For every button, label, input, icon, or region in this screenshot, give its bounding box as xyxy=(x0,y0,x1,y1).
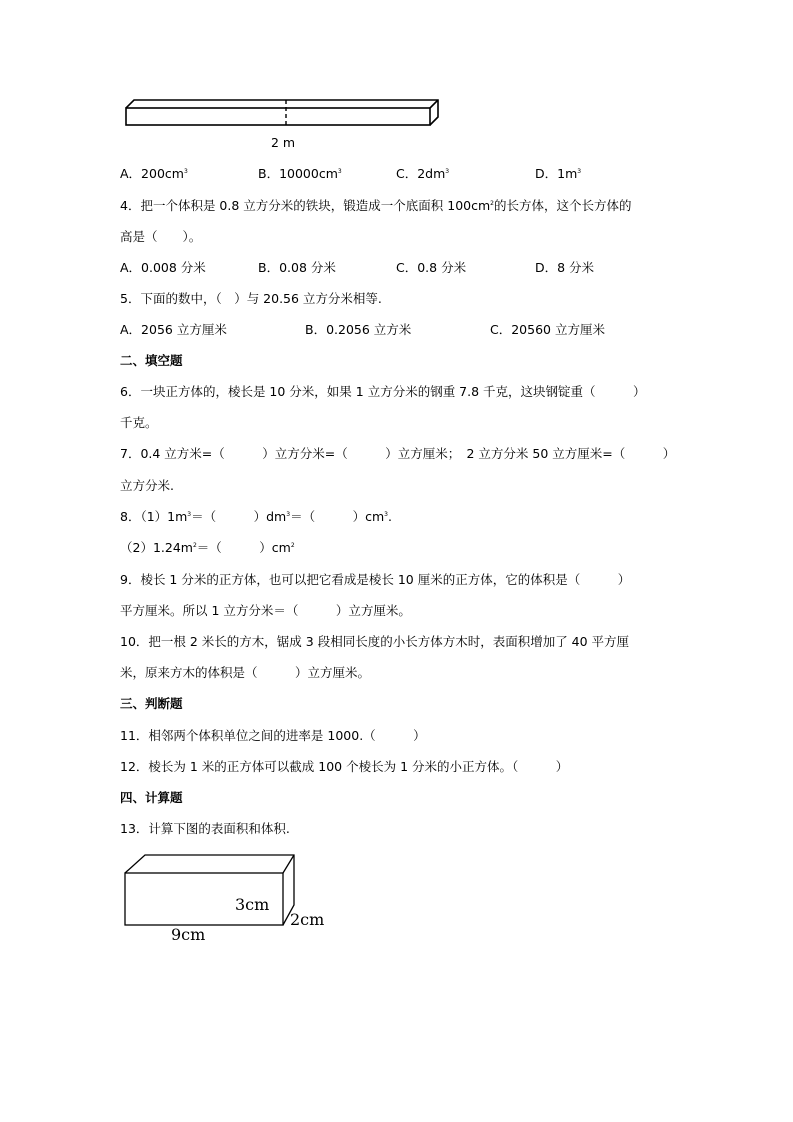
q13-text: 13．计算下图的表面积和体积. xyxy=(120,821,290,836)
q11-text: 11．相邻两个体积单位之间的进率是 1000.（ ） xyxy=(120,728,426,743)
cuboid-depth-label: 2cm xyxy=(290,910,325,929)
q4-option-b[interactable]: B．0.08 分米 xyxy=(258,260,336,275)
q4-option-a[interactable]: A．0.008 分米 xyxy=(120,260,206,275)
q5-option-b[interactable]: B．0.2056 立方米 xyxy=(305,322,412,337)
q5-stem: 5．下面的数中，（ ）与 20.56 立方分米相等. xyxy=(120,291,382,306)
q4-option-d[interactable]: D．8 分米 xyxy=(535,260,595,275)
q7-line1: 7．0.4 立方米=（ ）立方分米=（ ）立方厘米； 2 立方分米 50 立方厘米=（ ） xyxy=(120,446,676,461)
q3-option-b[interactable]: B．$10000cm^3$ xyxy=(258,166,342,181)
section-fill-in-title: 二、填空题 xyxy=(120,353,183,368)
bar-figure xyxy=(120,95,450,155)
q9-line1: 9．棱长 1 分米的正方体，也可以把它看成是棱长 10 厘米的正方体，它的体积是（ ） xyxy=(120,572,631,587)
q3-option-a[interactable]: A．$200cm^3$ xyxy=(120,166,188,181)
q4-option-c[interactable]: C．0.8 分米 xyxy=(396,260,467,275)
q9-line2: 平方厘米。所以 1 立方分米＝（ ）立方厘米。 xyxy=(120,603,411,618)
q6-line1: 6．一块正方体的，棱长是 10 分米，如果 1 立方分米的钢重 7.8 千克，这块钢锭重（ ） xyxy=(120,384,646,399)
q10-line1: 10．把一根 2 米长的方木，锯成 3 段相同长度的小长方体方木时，表面积增加了 40 平方厘 xyxy=(120,634,630,649)
q7-line2: 立方分米. xyxy=(120,478,174,493)
q5-option-c[interactable]: C．20560 立方厘米 xyxy=(490,322,605,337)
q3-option-d[interactable]: D．$1m^3$ xyxy=(535,166,582,181)
q6-line2: 千克。 xyxy=(120,415,158,430)
q10-line2: 米，原来方木的体积是（ ）立方厘米。 xyxy=(120,665,371,680)
bar-length-label: 2 m xyxy=(271,135,296,150)
cuboid-length-label: 9cm xyxy=(171,925,206,944)
q4-stem-line1: 4．把一个体积是 0.8 立方分米的铁块，锻造成一个底面积 $100cm^2$的长方体，这个长方体的 xyxy=(120,198,632,213)
q12-text: 12．棱长为 1 米的正方体可以截成 100 个棱长为 1 分米的小正方体。（ ） xyxy=(120,759,569,774)
q8-line1: 8．$(1)1m^3=$（ ）$dm^3=$（ ）$cm^3$. xyxy=(120,509,392,524)
cuboid-figure xyxy=(115,850,340,950)
section-calculation-title: 四、计算题 xyxy=(120,790,183,805)
q3-option-c[interactable]: C．$2dm^3$ xyxy=(396,166,450,181)
q5-option-a[interactable]: A．2056 立方厘米 xyxy=(120,322,227,337)
cuboid-height-label: 3cm xyxy=(235,895,270,914)
section-judgement-title: 三、判断题 xyxy=(120,696,183,711)
q8-line2: $(2)1.24m^2=$（ ）$cm^2$ xyxy=(120,540,295,555)
q4-stem-line2: 高是（ ）。 xyxy=(120,229,202,244)
